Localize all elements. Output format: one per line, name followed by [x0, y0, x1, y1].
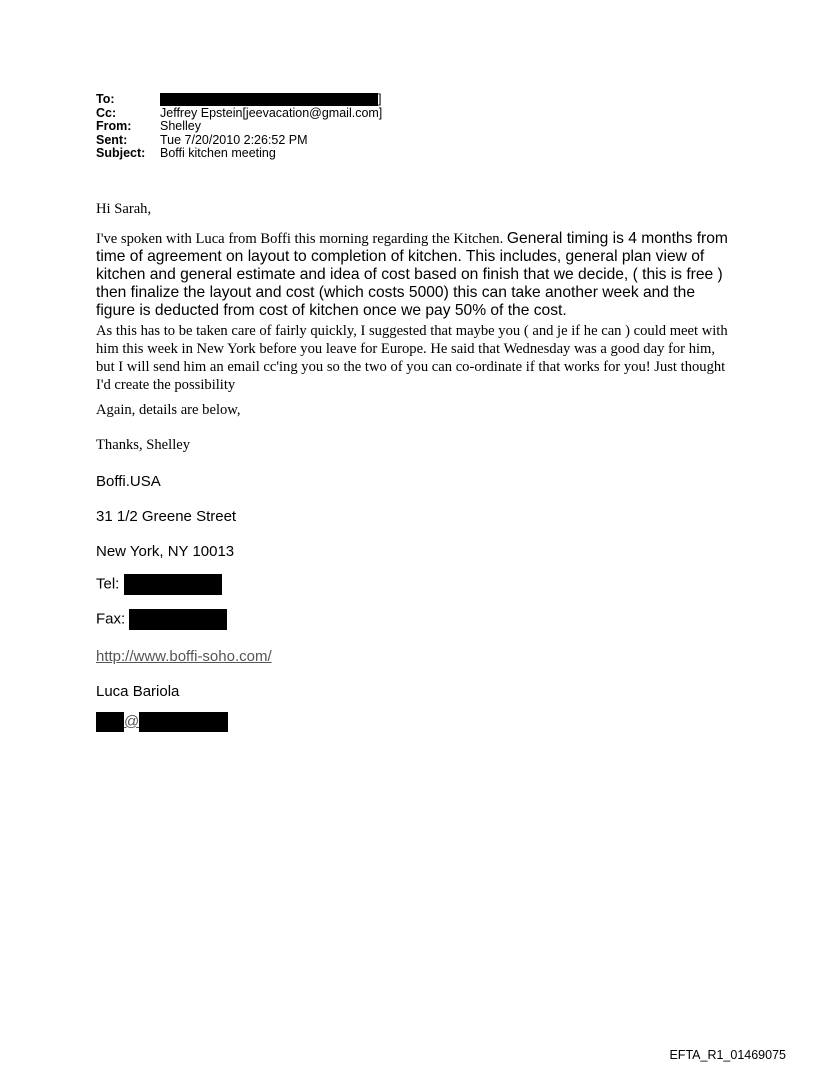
paragraph-1-intro: I've spoken with Luca from Boffi this morning regarding the Kitchen. — [96, 231, 507, 247]
signature-tel — [96, 574, 222, 595]
to-value — [160, 93, 381, 107]
website-link[interactable]: http://www.boffi-soho.com/ — [96, 648, 272, 665]
redaction-box — [129, 609, 227, 630]
redaction-box — [96, 712, 124, 732]
sent-row — [96, 134, 382, 148]
redaction-box — [160, 93, 378, 106]
from-label: From: — [96, 119, 132, 134]
to-label: To: — [96, 92, 115, 106]
signature-company: Boffi.USA — [96, 473, 161, 490]
redaction-box — [139, 712, 228, 732]
subject-label: Subject: — [96, 146, 146, 161]
body-paragraph-1 — [96, 230, 736, 320]
fax-label: Fax: — [96, 610, 126, 628]
subject-value: Boffi kitchen meeting — [160, 146, 276, 161]
paragraph-1-details: General timing is 4 months from time of agreement on layout to completion of kitchen. This includes, general plan view of kitchen and general estimate and idea of cost based on finish that we decide, ( this is free ) then finalize the layout and cost (which costs 5000) this can take another week and the figure is deducted from cost of kitchen once we pay 50% of the cost. — [96, 230, 728, 319]
tel-label: Tel: — [96, 575, 120, 593]
sent-label: Sent: — [96, 132, 128, 147]
signature-fax — [96, 609, 227, 630]
signature-street: 31 1/2 Greene Street — [96, 508, 237, 525]
to-bracket: ] — [378, 92, 382, 106]
cc-value: Jeffrey Epstein[jeevacation@gmail.com] — [160, 105, 383, 120]
document-id: EFTA_R1_01469075 — [669, 1048, 786, 1062]
redaction-box — [124, 574, 222, 595]
signature-email[interactable] — [96, 712, 228, 732]
cc-row — [96, 107, 382, 121]
greeting: Hi Sarah, — [96, 201, 152, 217]
cc-label: Cc: — [96, 105, 117, 120]
from-value: Shelley — [160, 119, 201, 134]
body-paragraph-3: Again, details are below, — [96, 402, 241, 418]
from-row — [96, 120, 382, 134]
subject-row — [96, 147, 382, 161]
email-header — [96, 93, 382, 161]
body-paragraph-2: As this has to be taken care of fairly quickly, I suggested that maybe you ( and je if he can ) could meet with him this week in New York before you leave for Europe. He said that Wednesday was a good day for him, but I will send him an email cc'ing you so the two of you can co-ordinate if that works for you! Just thought I'd create the possibility — [96, 323, 728, 393]
signature-name: Luca Bariola — [96, 683, 180, 700]
sign-off: Thanks, Shelley — [96, 437, 191, 453]
email-at: @ — [124, 712, 140, 730]
signature-city: New York, NY 10013 — [96, 543, 235, 560]
to-row — [96, 93, 382, 107]
sent-value: Tue 7/20/2010 2:26:52 PM — [160, 132, 308, 147]
